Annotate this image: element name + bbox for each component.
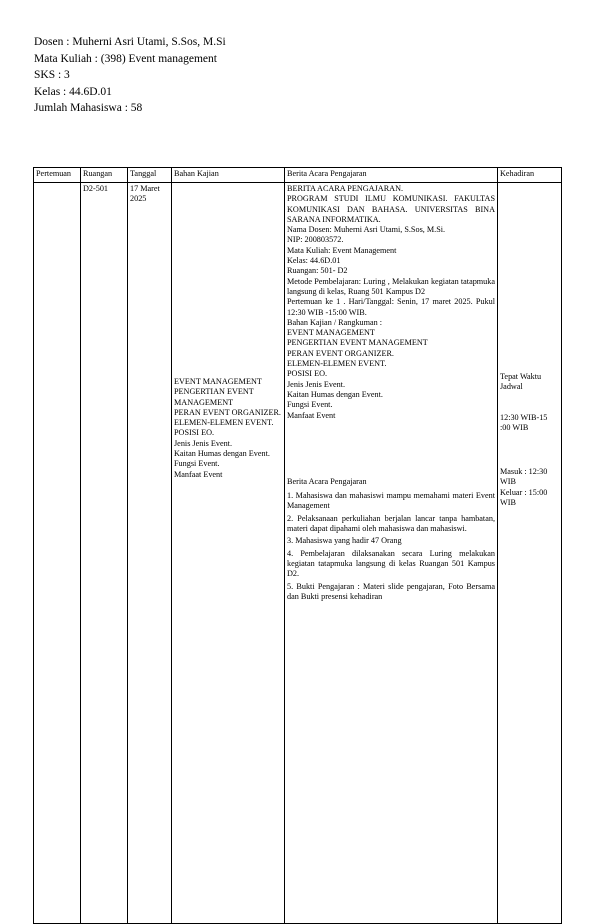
jumlah-mahasiswa-line: Jumlah Mahasiswa : 58 (34, 102, 143, 114)
document-header (34, 34, 226, 117)
cell-berita-acara (285, 183, 498, 924)
bahan-item: Fungsi Event. (174, 459, 220, 469)
bahan-item: Manfaat Event (174, 469, 223, 479)
berita-topic: Manfaat Event (287, 410, 336, 420)
bahan-item: PERAN EVENT ORGANIZER. (174, 407, 281, 417)
col-header-ruangan: Ruangan (81, 168, 128, 183)
col-header-tanggal: Tanggal (128, 168, 172, 183)
cell-kehadiran (498, 183, 562, 924)
berita-topic: PENGERTIAN EVENT MANAGEMENT (287, 338, 428, 348)
berita-line: Bahan Kajian / Rangkuman : (287, 317, 383, 327)
berita-topic: Fungsi Event. (287, 400, 333, 410)
berita-topic: POSISI EO. (287, 369, 328, 379)
mata-kuliah-line: Mata Kuliah : (398) Event management (34, 52, 217, 65)
berita-summary-item: 4. Pembelajaran dilaksanakan secara Luring melakukan kegiatan tatapmuka langsung di kelas Ruangan 501 Kampus D2. (287, 548, 495, 579)
kelas-line: Kelas : 44.6D.01 (34, 85, 112, 98)
berita-topic: EVENT MANAGEMENT (287, 328, 375, 338)
col-header-berita-acara: Berita Acara Pengajaran (285, 168, 498, 183)
col-header-bahan-kajian: Bahan Kajian (172, 168, 285, 183)
col-header-pertemuan: Pertemuan (34, 168, 81, 183)
berita-summary-item: 1. Mahasiswa dan mahasiswi mampu memahami materi Event Management (287, 491, 495, 511)
cell-ruangan: D2-501 (81, 183, 128, 924)
kehadiran-keluar: Keluar : 15:00 WIB (500, 487, 548, 508)
bahan-item: EVENT MANAGEMENT (174, 377, 262, 386)
berita-line: Pertemuan ke 1 . Hari/Tanggal: Senin, 17 maret 2025. Pukul 12:30 WIB -15:00 WIB. (287, 297, 495, 317)
berita-topic: Kaitan Humas dengan Event. (287, 389, 383, 399)
berita-line: Mata Kuliah: Event Management (287, 245, 397, 255)
berita-topic: Jenis Jenis Event. (287, 379, 345, 389)
cell-tanggal: 17 Maret 2025 (128, 183, 172, 924)
bahan-item: PENGERTIAN EVENT MANAGEMENT (174, 387, 254, 407)
teaching-record-table (33, 167, 562, 924)
sks-line: SKS : 3 (34, 69, 70, 81)
bahan-item: POSISI EO. (174, 428, 215, 438)
berita-line: Ruangan: 501- D2 (287, 266, 348, 276)
kehadiran-masuk: Masuk : 12:30 WIB (500, 467, 548, 487)
berita-topic: PERAN EVENT ORGANIZER. (287, 348, 394, 358)
berita-summary-title: Berita Acara Pengajaran (287, 476, 367, 486)
cell-bahan-kajian (172, 183, 285, 924)
berita-line: Nama Dosen: Muherni Asri Utami, S.Sos, M.Si. (287, 225, 446, 235)
bahan-item: Kaitan Humas dengan Event. (174, 449, 270, 459)
col-header-kehadiran: Kehadiran (498, 168, 562, 183)
bahan-item: Jenis Jenis Event. (174, 438, 232, 448)
kehadiran-time: 12:30 WIB-15 :00 WIB (500, 412, 548, 432)
berita-summary-item: 2. Pelaksanaan perkuliahan berjalan lancar tanpa hambatan, materi dapat dipahami oleh mahasiswa dan mahasiswi. (287, 513, 495, 534)
berita-line: Kelas: 44.6D.01 (287, 256, 341, 266)
berita-line: Metode Pembelajaran: Luring , Melakukan kegiatan tatapmuka langsung di kelas, Ruang 501 Kampus D2 (287, 276, 495, 296)
cell-pertemuan (34, 183, 81, 924)
table-header-row (34, 168, 562, 183)
berita-summary-item: 5. Bukti Pengajaran : Materi slide pengajaran, Foto Bersama dan Bukti presensi kehadiran (287, 581, 495, 601)
bahan-item: ELEMEN-ELEMEN EVENT. (174, 418, 274, 428)
berita-line: PROGRAM STUDI ILMU KOMUNIKASI. FAKULTAS KOMUNIKASI DAN BAHASA. UNIVERSITAS BINA SARANA INFORMATIKA. (287, 194, 495, 224)
berita-line: NIP: 200803572. (287, 235, 344, 245)
berita-topic: ELEMEN-ELEMEN EVENT. (287, 359, 387, 369)
table-row (34, 183, 562, 924)
berita-summary-item: 3. Mahasiswa yang hadir 47 Orang (287, 536, 402, 546)
dosen-line: Dosen : Muherni Asri Utami, S.Sos, M.Si (34, 36, 226, 48)
kehadiran-status: Tepat Waktu Jadwal (500, 372, 542, 392)
berita-line: BERITA ACARA PENGAJARAN. (287, 184, 404, 193)
